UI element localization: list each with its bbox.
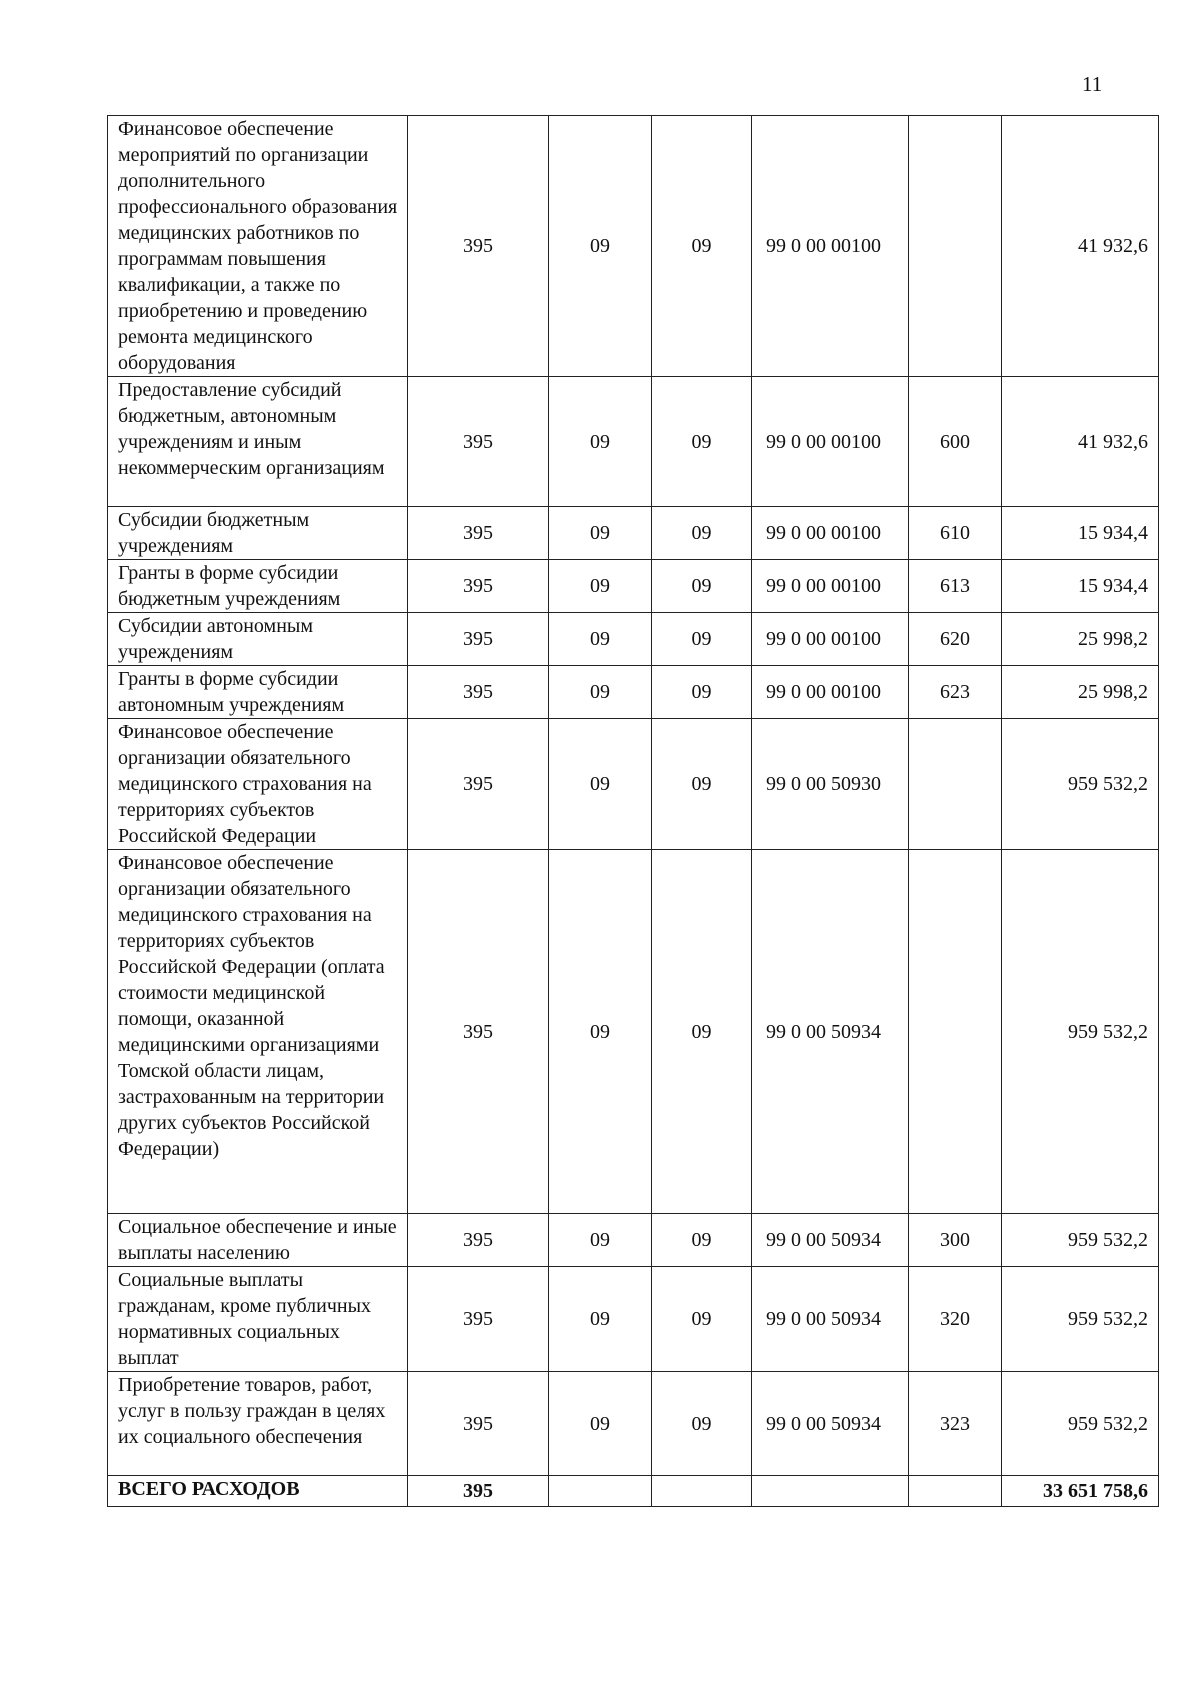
table-row: [108, 666, 1159, 719]
section-code-cell: 09: [549, 719, 652, 850]
section-code-cell: 09: [549, 560, 652, 613]
target-article-cell: 99 0 00 50934: [752, 1214, 909, 1267]
amount-cell: 15 934,4: [1002, 507, 1159, 560]
total-row: [108, 1476, 1159, 1507]
target-article-cell: 99 0 00 50934: [752, 850, 909, 1214]
table-row: [108, 719, 1159, 850]
amount-cell: 959 532,2: [1002, 1372, 1159, 1476]
target-article-cell: 99 0 00 00100: [752, 560, 909, 613]
subsection-code-cell: 09: [652, 613, 752, 666]
row-name: Субсидии бюджетным учреждениям: [118, 509, 310, 557]
subsection-code-cell: 09: [652, 1267, 752, 1372]
empty-cell: [652, 1476, 752, 1507]
target-article-cell: 99 0 00 50934: [752, 1267, 909, 1372]
subsection-code-cell: 09: [652, 1214, 752, 1267]
target-article-cell: 99 0 00 00100: [752, 377, 909, 507]
target-article-cell: 99 0 00 00100: [752, 507, 909, 560]
row-name: Финансовое обеспечение организации обязательного медицинского страхования на территориях субъектов Российской Федерации (оплата стоимости медицинской помощи, оказанной медицинскими организациями Томской области лицам, застрахованным на территории других субъектов Российской Федерации): [118, 852, 385, 1160]
subsection-code-cell: 09: [652, 719, 752, 850]
table-row: [108, 1214, 1159, 1267]
table-row: [108, 377, 1159, 507]
budget-expenses-table: [107, 115, 1159, 1507]
row-name-cell: [108, 719, 408, 850]
row-name-cell: [108, 613, 408, 666]
total-label-cell: ВСЕГО РАСХОДОВ: [108, 1476, 408, 1507]
subsection-code-cell: 09: [652, 850, 752, 1214]
target-article-cell: 99 0 00 50934: [752, 1372, 909, 1476]
section-code-cell: 09: [549, 507, 652, 560]
subsection-code-cell: 09: [652, 507, 752, 560]
row-name: Приобретение товаров, работ, услуг в пользу граждан в целях их социального обеспечения: [118, 1374, 386, 1448]
row-name: Социальные выплаты гражданам, кроме публичных нормативных социальных выплат: [118, 1269, 372, 1369]
row-name-cell: [108, 850, 408, 1214]
expense-type-cell: 300: [909, 1214, 1002, 1267]
row-name-cell: [108, 377, 408, 507]
row-name: Финансовое обеспечение мероприятий по организации дополнительного профессионального образования медицинских работников по программам повышения квалификации, а также по приобретению и проведению ремонта медицинского оборудования: [118, 118, 398, 374]
amount-cell: 959 532,2: [1002, 1267, 1159, 1372]
section-code-cell: 09: [549, 666, 652, 719]
row-name-cell: [108, 1372, 408, 1476]
amount-cell: 959 532,2: [1002, 850, 1159, 1214]
section-code-cell: 09: [549, 850, 652, 1214]
amount-cell: 41 932,6: [1002, 116, 1159, 377]
target-article-cell: 99 0 00 00100: [752, 666, 909, 719]
row-name-cell: [108, 1267, 408, 1372]
subsection-code-cell: 09: [652, 1372, 752, 1476]
row-name: Гранты в форме субсидии бюджетным учреждениям: [118, 562, 341, 610]
amount-cell: 25 998,2: [1002, 613, 1159, 666]
ministry-code-cell: 395: [408, 1372, 549, 1476]
expense-type-cell: [909, 116, 1002, 377]
row-name: Финансовое обеспечение организации обязательного медицинского страхования на территориях субъектов Российской Федерации: [118, 721, 372, 847]
amount-cell: 959 532,2: [1002, 719, 1159, 850]
expense-type-cell: [909, 850, 1002, 1214]
empty-cell: [549, 1476, 652, 1507]
table-body: [108, 116, 1159, 1507]
ministry-code-cell: 395: [408, 1267, 549, 1372]
ministry-code-cell: 395: [408, 507, 549, 560]
expense-type-cell: 323: [909, 1372, 1002, 1476]
subsection-code-cell: 09: [652, 377, 752, 507]
row-name-cell: [108, 666, 408, 719]
ministry-code-cell: 395: [408, 116, 549, 377]
expense-type-cell: 600: [909, 377, 1002, 507]
section-code-cell: 09: [549, 377, 652, 507]
total-ministry-cell: 395: [408, 1476, 549, 1507]
ministry-code-cell: 395: [408, 719, 549, 850]
section-code-cell: 09: [549, 116, 652, 377]
ministry-code-cell: 395: [408, 377, 549, 507]
ministry-code-cell: 395: [408, 850, 549, 1214]
amount-cell: 25 998,2: [1002, 666, 1159, 719]
expense-type-cell: 320: [909, 1267, 1002, 1372]
expense-type-cell: 613: [909, 560, 1002, 613]
row-name-cell: [108, 560, 408, 613]
row-name-cell: [108, 507, 408, 560]
table-row: [108, 1267, 1159, 1372]
subsection-code-cell: 09: [652, 560, 752, 613]
expense-type-cell: 610: [909, 507, 1002, 560]
subsection-code-cell: 09: [652, 116, 752, 377]
amount-cell: 15 934,4: [1002, 560, 1159, 613]
table-row: [108, 850, 1159, 1214]
section-code-cell: 09: [549, 1214, 652, 1267]
expense-type-cell: [909, 719, 1002, 850]
empty-cell: [752, 1476, 909, 1507]
row-name: Субсидии автономным учреждениям: [118, 615, 313, 663]
table-row: [108, 1372, 1159, 1476]
row-name: Гранты в форме субсидии автономным учреждениям: [118, 668, 345, 716]
table-row: [108, 560, 1159, 613]
target-article-cell: 99 0 00 00100: [752, 613, 909, 666]
page-number: 11: [1082, 72, 1103, 96]
amount-cell: 41 932,6: [1002, 377, 1159, 507]
section-code-cell: 09: [549, 1372, 652, 1476]
table-row: [108, 116, 1159, 377]
amount-cell: 959 532,2: [1002, 1214, 1159, 1267]
section-code-cell: 09: [549, 613, 652, 666]
ministry-code-cell: 395: [408, 560, 549, 613]
row-name: Предоставление субсидий бюджетным, автономным учреждениям и иным некоммерческим организациям: [118, 379, 385, 479]
section-code-cell: 09: [549, 1267, 652, 1372]
table-row: [108, 613, 1159, 666]
empty-cell: [909, 1476, 1002, 1507]
expense-type-cell: 623: [909, 666, 1002, 719]
ministry-code-cell: 395: [408, 666, 549, 719]
row-name-cell: [108, 116, 408, 377]
total-amount-cell: 33 651 758,6: [1002, 1476, 1159, 1507]
target-article-cell: 99 0 00 00100: [752, 116, 909, 377]
row-name: Социальное обеспечение и иные выплаты населению: [118, 1216, 397, 1264]
target-article-cell: 99 0 00 50930: [752, 719, 909, 850]
ministry-code-cell: 395: [408, 613, 549, 666]
table-row: [108, 507, 1159, 560]
ministry-code-cell: 395: [408, 1214, 549, 1267]
row-name-cell: [108, 1214, 408, 1267]
subsection-code-cell: 09: [652, 666, 752, 719]
expense-type-cell: 620: [909, 613, 1002, 666]
